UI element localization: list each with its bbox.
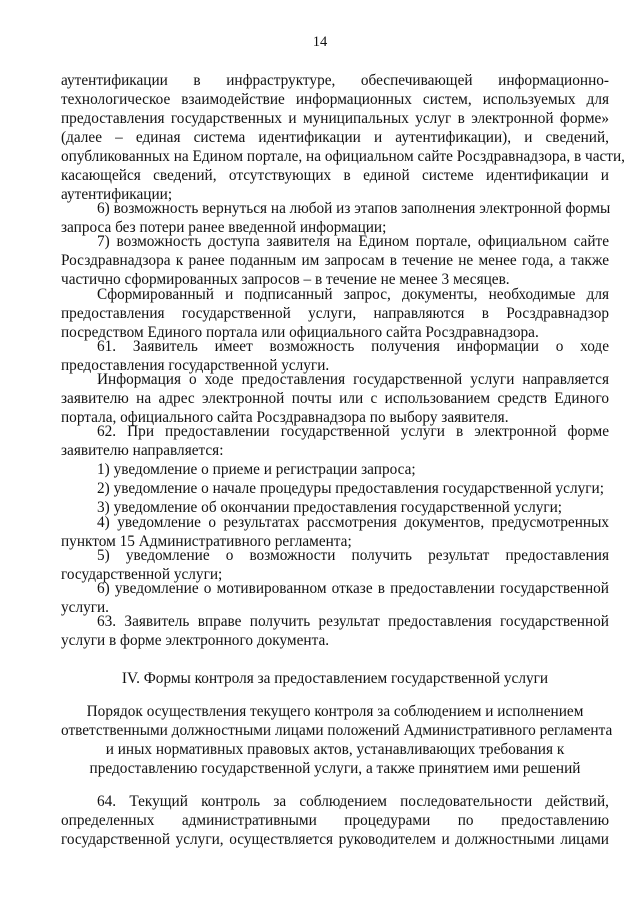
paragraph-line: Росздравнадзора к ранее поданным им запросам в течение не менее года, а также [61,252,609,269]
paragraph-line: услуги в форме электронного документа. [61,632,330,649]
heading-line: ответственными должностными лицами положений Административного регламента [61,722,613,739]
paragraph-line: 7) возможность доступа заявителя на Едином портале, официальном сайте [97,233,609,250]
paragraph-line: (далее – единая система идентификации и аутентификации), и сведений, [61,129,609,146]
paragraph-line: 6) уведомление о мотивированном отказе в предоставлении государственной [97,580,609,597]
paragraph-line: предоставления государственной услуги. [61,357,330,374]
paragraph-line: 61. Заявитель имеет возможность получения информации о ходе [97,338,609,355]
paragraph-line: 63. Заявитель вправе получить результат предоставления государственной [97,613,609,630]
paragraph-line: 4) уведомление о результатах рассмотрения документов, предусмотренных [97,514,609,531]
paragraph-line: государственной услуги; [61,566,223,583]
paragraph-line: заявителю на адрес электронной почты или с использованием средств Единого [61,390,609,407]
paragraph-line: Сформированный и подписанный запрос, документы, необходимые для [97,286,609,303]
paragraph-line: 64. Текущий контроль за соблюдением последовательности действий, [97,793,609,810]
paragraph-line: частично сформированных запросов – в течение не менее 3 месяцев. [61,271,510,288]
paragraph-line: государственной услуги, осуществляется руководителем и должностными лицами [61,831,609,848]
heading-line: предоставлению государственной услуги, а также принятием ими решений [89,760,581,777]
paragraph-line: 5) уведомление о возможности получить результат предоставления [97,547,609,564]
paragraph-line: технологическое взаимодействие информационных систем, используемых для [61,91,609,108]
page-number: 14 [312,34,328,50]
paragraph-line: 2) уведомление о начале процедуры предоставления государственной услуги; [97,480,604,497]
paragraph-line: предоставления государственных и муниципальных услуг в электронной форме» [61,110,609,127]
paragraph-line: 3) уведомление об окончании предоставления государственной услуги; [97,499,563,516]
paragraph-line: опубликованных на Едином портале, на официальном сайте Росздравнадзора, в части, [61,148,625,165]
paragraph-line: касающейся сведений, отсутствующих в единой системе идентификации и [61,167,609,184]
paragraph-line: Информация о ходе предоставления государственной услуги направляется [97,371,609,388]
heading-line: IV. Формы контроля за предоставлением государственной услуги [121,670,549,687]
paragraph-line: заявителю направляется: [61,442,224,459]
paragraph-line: 6) возможность вернуться на любой из этапов заполнения электронной формы [97,200,611,217]
paragraph-line: услуги. [61,599,110,616]
paragraph-line: определенных административными процедурами по предоставлению [61,812,609,829]
paragraph-line: портала, официального сайта Росздравнадзора по выбору заявителя. [61,409,509,426]
paragraph-line: запроса без потери ранее введенной информации; [61,219,387,236]
paragraph-line: 62. При предоставлении государственной услуги в электронной форме [97,423,609,440]
paragraph-line: аутентификации в инфраструктуре, обеспечивающей информационно- [61,72,609,89]
paragraph-line: посредством Единого портала или официального сайта Росздравнадзора. [61,324,539,341]
paragraph-line: предоставления государственной услуги, направляются в Росздравнадзор [61,305,609,322]
heading-line: Порядок осуществления текущего контроля за соблюдением и исполнением [86,703,584,720]
paragraph-line: аутентификации; [61,186,173,203]
paragraph-line: 1) уведомление о приеме и регистрации запроса; [97,461,416,478]
heading-line: и иных нормативных правовых актов, устанавливающих требования к [105,741,565,758]
paragraph-line: пунктом 15 Административного регламента; [61,533,352,550]
